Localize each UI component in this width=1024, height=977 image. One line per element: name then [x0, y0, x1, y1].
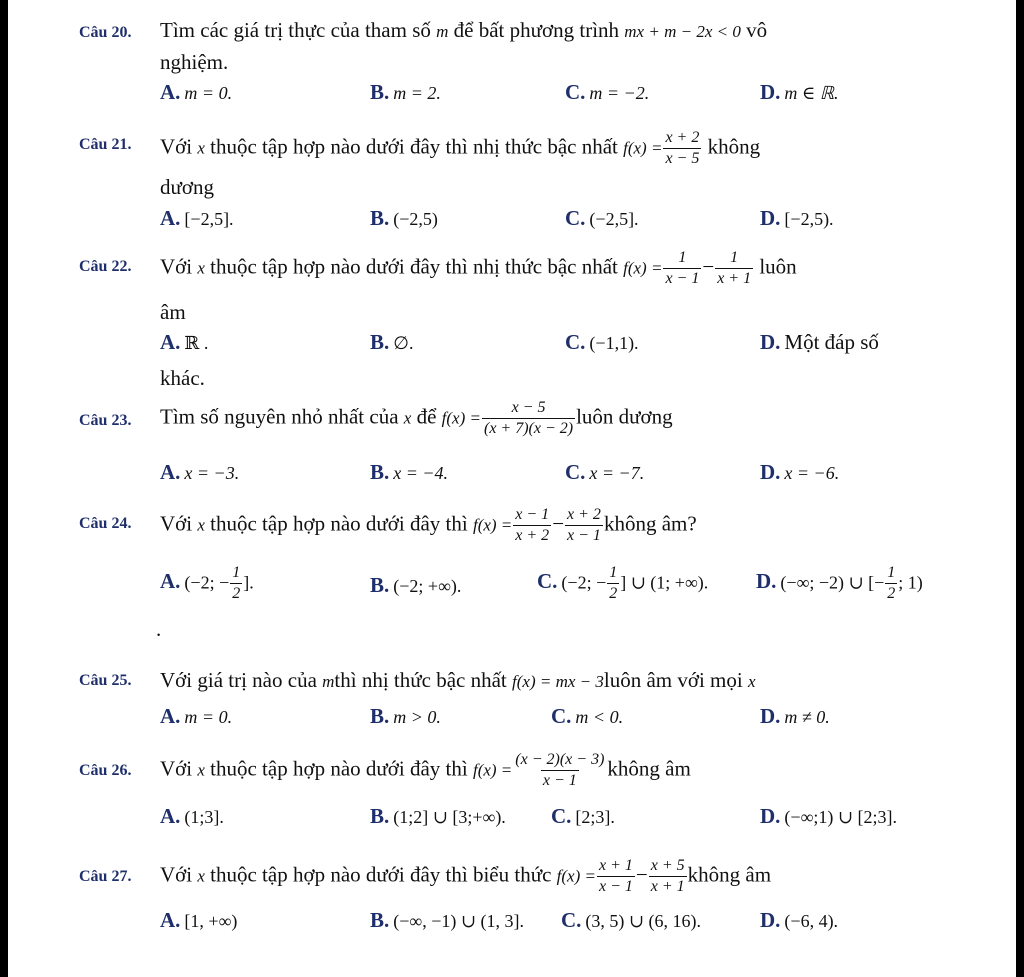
fraction: $\frac{x + 1}{x - 1}$	[598, 857, 633, 895]
question-stem: Với x thuộc tập hợp nào dưới đây thì nhị thức bậc nhất f(x) = $\frac{x + 2}{x - 5}$ không	[160, 129, 761, 167]
option-c[interactable]: C. x = −7.	[565, 460, 645, 484]
option-d[interactable]: D. (−∞; −2) ∪ [− $\frac{1}{2}$ ; 1)	[756, 564, 923, 602]
option-a[interactable]: A. [1, +∞)	[160, 908, 238, 932]
option-c[interactable]: C. (−2,5].	[565, 206, 639, 230]
option-d[interactable]: D. m ∈ ℝ.	[760, 80, 839, 104]
question-number: Câu 21.	[79, 136, 132, 153]
option-d[interactable]: D. [−2,5).	[760, 206, 834, 230]
option-a[interactable]: A. (−2; − $\frac{1}{2}$ ].	[160, 564, 254, 602]
fraction: $\frac{x + 5}{x + 1}$	[650, 857, 685, 895]
question-stem: Tìm các giá trị thực của tham số m để bất phương trình mx + m − 2x < 0 vô	[160, 18, 768, 42]
option-b[interactable]: B. (−∞, −1) ∪ (1, 3].	[370, 908, 524, 932]
left-border	[0, 0, 8, 977]
fraction: $\frac{x + 2}{x - 5}$	[665, 129, 700, 167]
question-stem: Với x thuộc tập hợp nào dưới đây thì f(x) = $\frac{(x - 2)(x - 3)}{x - 1}$ không âm	[160, 751, 691, 789]
option-b[interactable]: B. (−2; +∞).	[370, 573, 462, 597]
question-number: Câu 20.	[79, 24, 132, 41]
option-a[interactable]: A. x = −3.	[160, 460, 240, 484]
stem-continuation: âm	[160, 300, 186, 324]
option-c[interactable]: C. m = −2.	[565, 80, 650, 104]
question-stem: Với giá trị nào của mthì nhị thức bậc nhất f(x) = mx − 3luôn âm với mọi x	[160, 668, 756, 692]
question-number: Câu 24.	[79, 515, 132, 532]
option-d[interactable]: D. m ≠ 0.	[760, 704, 830, 728]
option-b[interactable]: B. x = −4.	[370, 460, 449, 484]
option-b[interactable]: B. ∅.	[370, 330, 414, 354]
fraction: $\frac{x + 2}{x - 1}$	[567, 506, 601, 544]
option-c[interactable]: C. (−1,1).	[565, 330, 639, 354]
option-a[interactable]: A. (1;3].	[160, 804, 224, 828]
option-c[interactable]: C. [2;3].	[551, 804, 615, 828]
option-a[interactable]: A. ℝ .	[160, 330, 209, 354]
question-number: Câu 27.	[79, 868, 132, 885]
fraction: $\frac{x - 5}{(x + 7)(x - 2)}$	[483, 399, 574, 437]
option-c[interactable]: C. (−2; − $\frac{1}{2}$ ] ∪ (1; +∞).	[537, 564, 709, 602]
option-d-continuation: khác.	[160, 366, 205, 390]
stray-period: .	[156, 617, 162, 641]
option-b[interactable]: B. (−2,5)	[370, 206, 438, 230]
fraction: $\frac{1}{x + 1}$	[717, 249, 752, 287]
option-d[interactable]: D. (−∞;1) ∪ [2;3].	[760, 804, 897, 828]
question-number: Câu 25.	[79, 672, 132, 689]
stem-continuation: dương	[160, 175, 214, 199]
option-a[interactable]: A. [−2,5].	[160, 206, 234, 230]
option-a[interactable]: A. m = 0.	[160, 80, 233, 104]
question-number: Câu 23.	[79, 412, 132, 429]
fraction: $\frac{(x - 2)(x - 3)}{x - 1}$	[515, 751, 605, 789]
option-b[interactable]: B. m = 2.	[370, 80, 441, 104]
question-number: Câu 22.	[79, 258, 132, 275]
question-stem: Với x thuộc tập hợp nào dưới đây thì biểu thức f(x) = $\frac{x + 1}{x - 1}$ − $\frac{x + 5}{x + 1}$ không âm	[160, 857, 772, 895]
question-number: Câu 26.	[79, 762, 132, 779]
stem-continuation: nghiệm.	[160, 50, 229, 74]
question-stem: Với x thuộc tập hợp nào dưới đây thì nhị thức bậc nhất f(x) = $\frac{1}{x - 1}$ − $\frac{1}{x + 1}$ luôn	[160, 249, 797, 287]
fraction: $\frac{1}{x - 1}$	[665, 249, 700, 287]
option-d[interactable]: D. (−6, 4).	[760, 908, 839, 932]
option-a[interactable]: A. m = 0.	[160, 704, 233, 728]
option-d[interactable]: D. Một đáp số	[760, 330, 879, 354]
option-b[interactable]: B. m > 0.	[370, 704, 441, 728]
right-border	[1016, 0, 1024, 977]
option-d[interactable]: D. x = −6.	[760, 460, 840, 484]
fraction: $\frac{x - 1}{x + 2}$	[515, 506, 550, 544]
option-c[interactable]: C. m < 0.	[551, 704, 624, 728]
question-stem: Với x thuộc tập hợp nào dưới đây thì f(x) = $\frac{x - 1}{x + 2}$ − $\frac{x + 2}{x - 1}$ không âm?	[160, 506, 697, 544]
option-c[interactable]: C. (3, 5) ∪ (6, 16).	[561, 908, 701, 932]
option-b[interactable]: B. (1;2] ∪ [3;+∞).	[370, 804, 506, 828]
question-stem: Tìm số nguyên nhỏ nhất của x để f(x) = $\frac{x - 5}{(x + 7)(x - 2)}$ luôn dương	[160, 399, 673, 437]
